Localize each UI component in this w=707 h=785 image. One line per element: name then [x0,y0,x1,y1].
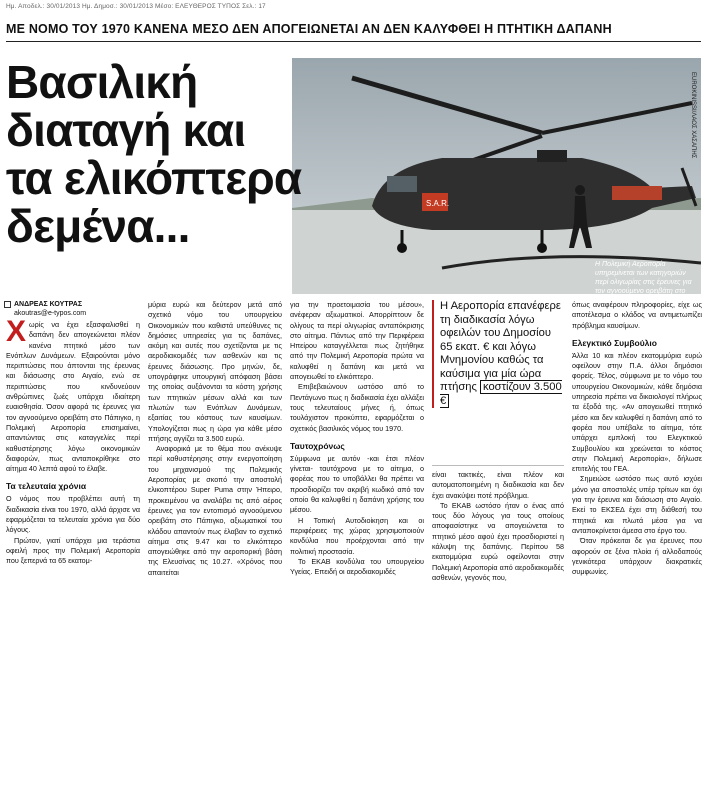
headline-line: διαταγή και [6,104,246,156]
photo-credit: EUROKINISSI/ΛΑΟΣ ΧΑΣΑΠΗΣ [690,72,696,159]
main-headline [6,58,306,250]
paragraph: μύρια ευρώ και δεύτερον μετά από σχετικό νόμο του υπουργείου Οικονομικών που καθιστά υπεύθυνες τις δημόσιες υπηρεσίες για τις δαπάνες, ακόμη και αυτές που σχετίζονται με τις αεροδιακομιδές των ασθενών και τις έρευνες διάσωσης. Προ μηνών, δε, υπογράφηκε υπουργική απόφαση βάσει της οποίας αυξάνονται τα κόστη χρήσης των πτητικών μέσων αλλά και των πλωτών των Ενόπλων Δυνάμεων, εξαιτίας του κόστους των καυσίμων. Υπολογίζεται πως η ώρα για κάθε μέσο πτήσης αγγίζει τα 3.500 ευρώ. [148,300,282,443]
paragraph: Σύμφωνα με αυτόν -και έτσι πλέον γίνεται- ταυτόχρονα με το αίτημα, ο φορέας που το υποβάλλει θα πρέπει να προσδιορίζει τον ακριβή κωδικό από τον οποίο θα καλυφθεί η δαπάνη χρήσης του μέσου. [290,453,424,515]
author-marker-icon [4,301,11,308]
pull-quote-price: κοστίζουν 3.500 € [440,381,562,407]
paragraph: Άλλα 10 και πλέον εκατομμύρια ευρώ οφείλουν στην Π.Α. άλλοι δημόσιοι φορείς. Τέλος, σύμφωνα με το νόμο του υπουργείου Οικονομικών, κάθε δημόσια υπηρεσία πρέπει να δικαιολογεί πλήρως τα έξοδά της. «Αν απογειωθεί πτητικό μέσο και δεν καλυφθεί η δαπάνη από το φορέα που υπέβαλε το αίτημα, τότε υπάρχει εμπλοκή του Ελεγκτικού Συμβουλίου και χρεώνεται το κόστος στην Πολεμική Αεροπορία», δήλωσε επιτελής του ΓΕΑ. [572,350,702,474]
byline [14,300,149,318]
pull-quote [432,300,564,408]
paragraph: είναι τακτικές, είναι πλέον και αυτοματοποιημένη η διαδικασία και δεν έχει ανακύψει ποτέ πρόβλημα. [432,470,564,500]
headline-line: δεμένα... [6,200,190,252]
subheading-recent-years: Τα τελευταία χρόνια [6,481,87,492]
paragraph: όπως αναφέρουν πληροφορίες, είχε ως αποτέλεσμα ο κλάδος να αντιμετωπίζει πρόβλημα καυσίμων. [572,300,702,330]
paragraph: Ο νόμος που προβλέπει αυτή τη διαδικασία είναι του 1970, αλλά άρχισε να εφαρμόζεται τα τελευταία χρόνια για δύο λόγους. [6,494,140,535]
headline-line: Βασιλική [6,56,198,108]
paragraph: Το ΕΚΑΒ κονδύλια του υπουργείου Υγείας. Επειδή οι αεροδιακομιδές [290,556,424,577]
article-column-4 [432,470,564,583]
paragraph: Όταν πρόκειται δε για έρευνες που αφορούν σε ξένα πλοία ή αλλοδαπούς γενικότερα υπάρχουν διακρατικές συμφωνίες. [572,536,702,577]
drop-cap: Χ [6,315,27,348]
headline-line: τα ελικόπτερα [6,152,302,204]
paragraph: Πρώτον, γιατί υπάρχει μια τεράστια οφειλή προς την Πολεμική Αεροπορία που ξεπερνά τα 65 εκατομ- [6,535,140,566]
paragraph: Σημειώσε ωστόσο πως αυτό ισχύει μόνο για αποστολές υπέρ τρίτων και όχι για την έρευνα και διάσωση στο Αιγαίο. Εκεί το ΕΚΣΕΔ έχει στη διάθεσή του πτητικά και πλωτά μέσα για να ανταποκρίνεται άμεσα στο έργο του. [572,474,702,535]
pull-quote-text: Η Αεροπορία επανέφερε τη διαδικασία λόγω οφειλών του Δημοσίου 65 εκατ. € και λόγω Μνημονίου καθώς τα καύσιμα για μία ώρα πτήσης [440,300,561,393]
paragraph: Το ΕΚΑΒ ωστόσο ήταν ο ένας από τους δύο λόγους για τους οποίους αποφασίστηκε να απογειώνεται το πτητικό μέσο αφού έχει προσδιοριστεί η κάλυψη της δαπάνης. Περίπου 58 εκατομμύρια ευρώ οφείλονται στην Πολεμική Αεροπορία από αεροδιακομιδές ασθενών, γεγονός που, [432,500,564,582]
column-divider [432,465,564,466]
kicker-headline: ΜΕ ΝΟΜΟ ΤΟΥ 1970 ΚΑΝΕΝΑ ΜΕΣΟ ΔΕΝ ΑΠΟΓΕΙΩΝΕΤΑΙ ΑΝ ΔΕΝ ΚΑΛΥΦΘΕΙ Η ΠΤΗΤΙΚΗ ΔΑΠΑΝΗ [6,22,701,42]
subheading-audit-council: Ελεγκτικό Συμβούλιο [572,337,657,348]
helicopter-photo [292,58,701,294]
article-column-1 [6,315,140,567]
helicopter-illustration [292,58,701,294]
clipping-meta-bar: Ημ. Αποδελ.: 30/01/2013 Ημ. Δημοσ.: 30/01/2013 Μέσο: ΕΛΕΥΘΕΡΟΣ ΤΥΠΟΣ Σελ.: 17 [6,3,266,10]
sar-marking: S.A.R. [426,199,450,208]
article-column-2 [148,300,282,578]
paragraph: για την προετοιμασία του μέσου», ανέφεραν αξιωματικοί. Απορρίπτουν δε ολίγους τα περί ολιγωρίας ανταπόκρισης στο αίτημα. Πάντως από την Περιφέρεια Ηπείρου καταγγέλλεται πως ζητήθηκε από την Πολεμική Αεροπορία πρώτα να καλυφθεί η δαπάνη και μετά να απογειωθεί το ελικόπτερο. [290,300,424,382]
paragraph: Η Τοπική Αυτοδιοίκηση και οι περιφέρειες της χώρας χρησιμοποιούν κονδύλια που προέρχονται από την πολιτική προστασία. [290,515,424,556]
paragraph: Αναφορικά με το θέμα που ανέκυψε περί καθυστέρησης στην ενεργοποίηση του μηχανισμού της Πολεμικής Αεροπορίας με σκοπό την αποστολή ελικοπτέρου Super Puma στην Ήπειρο, προκειμένου να αναλάβει τις από αέρος έρευνες για τον εντοπισμό αγνοούμενου ορειβάτη στο Πάπιγκο, αξιωματικοί του κλάδου απαντούν πως έλαβαν το σχετικό αίτημα στις 9.47 και το ελικόπτερο απογειώθηκε από την αεροπορική βάση της Ελευσίνας τις 10.27. «Χρόνος που απαιτείται [148,444,282,577]
subheading-simultaneously: Ταυτοχρόνως [290,440,345,451]
article-column-5 [572,300,702,577]
article-column-3 [290,300,424,577]
author-name: ΑΝΔΡΕΑΣ ΚΟΥΤΡΑΣ [14,301,83,308]
lead-text: ωρίς να έχει εξασφαλισθεί η δαπάνη δεν απογειώνεται πλέον κανένα πτητικό μέσο των Ενόπλων Δυνάμεων. Εξαιρούνται μόνο περιπτώσεις που άπτονται της έρευνας και διάσωσης στο Αιγαίο, ενώ σε περιπτώσεις που κινδυνεύουν ανθρώπινες ζωές υπάρχει ιδιαίτερη ευαισθησία. Όσον αφορά τις έρευνες για τον αγνοούμενο ορειβάτη στο Πάπιγκο, η Πολεμική Αεροπορία επισημαίνει, απαντώντας στις καταγγελίες περί καθυστέρησης λόγω οικονομικών διαφορών, πως ανταποκρίθηκε στο αίτημα 40 λεπτά αφού το έλαβε. [6,320,140,474]
author-email[interactable]: akoutras@e-typos.com [14,310,87,317]
paragraph: Επιβεβαιώνουν ωστόσο από το Πεντάγωνο πως η διαδικασία έχει αλλάξει τους τελευταίους μήνες ή, όπως τουλάχιστον προκύπτει, εφαρμόζεται ο σχετικός βασιλικός νόμος του 1970. [290,382,424,433]
photo-caption: Η Πολεμική Αεροπορία υπηρεμίνεται των κατηγοριών περί ολιγωρίας στις έρευνες για τον αγνοούμενο ορειβάτη στο [595,261,692,294]
lead-paragraph [6,315,140,474]
